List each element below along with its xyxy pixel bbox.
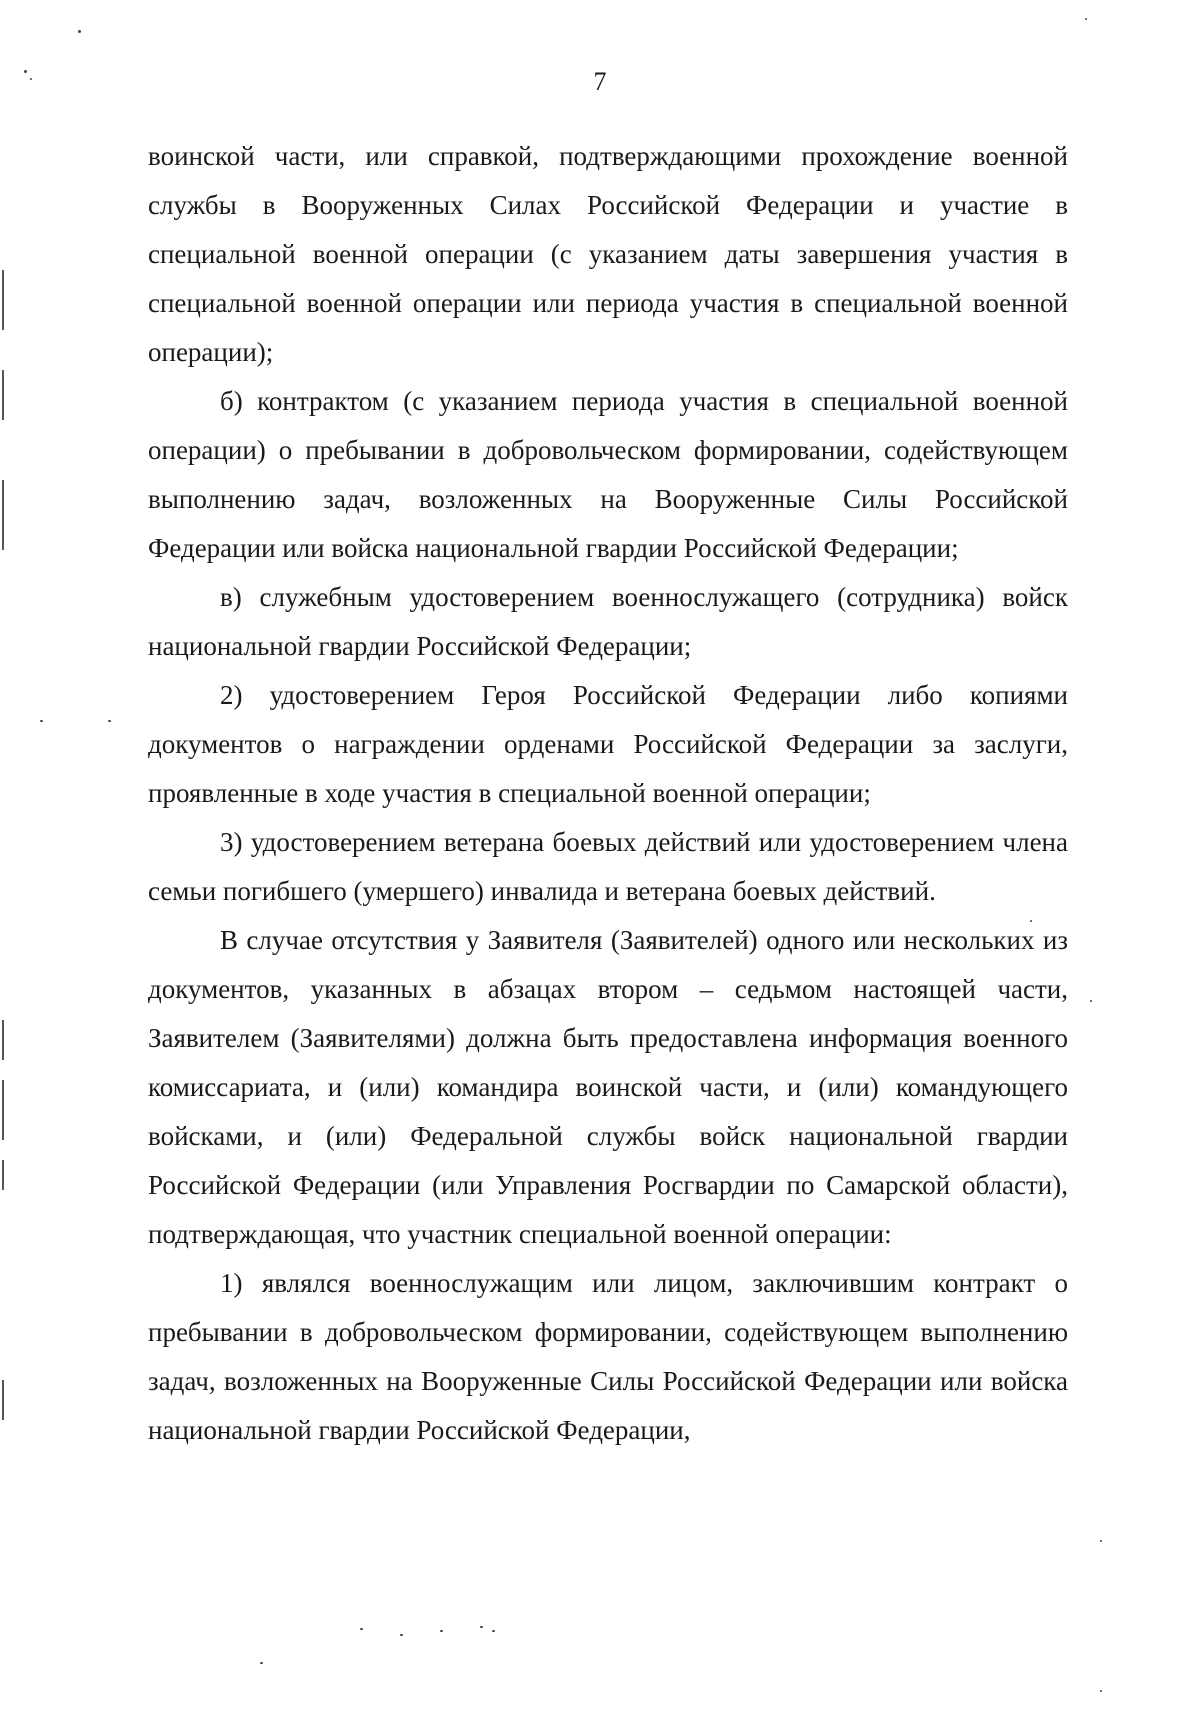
- scan-speck: [1030, 920, 1032, 922]
- scan-speck: [480, 1626, 483, 1628]
- scan-edge-mark: [2, 1160, 4, 1190]
- scan-speck: [30, 78, 32, 80]
- scan-speck: [108, 720, 111, 722]
- scan-speck: [440, 1630, 443, 1632]
- page-number: 7: [593, 67, 607, 96]
- paragraph-item-2: 2) удостоверением Героя Российской Федерации либо копиями документов о награждении орденами Российской Федерации за заслуги, проявленные в ходе участия в специальной военной операции;: [148, 680, 1068, 808]
- paragraph-item-1: 1) являлся военнослужащим или лицом, заключившим контракт о пребывании в добровольческом формировании, содействующем выполнению задач, возложенных на Вооруженные Силы Российской Федерации или войска национальной гвардии Российской Федерации,: [148, 1268, 1068, 1445]
- scan-speck: [1085, 18, 1087, 20]
- paragraph-absence-clause: В случае отсутствия у Заявителя (Заявителей) одного или нескольких из документов, указанных в абзацах втором – седьмом настоящей части, Заявителем (Заявителями) должна быть предоставлена информация военного комиссариата, и (или) командира воинской части, и (или) командующего войсками, и (или) Федеральной службы войск национальной гвардии Российской Федерации (или Управления Росгвардии по Самарской области), подтверждающая, что участник специальной военной операции:: [148, 925, 1068, 1249]
- scan-speck: [40, 720, 43, 722]
- paragraph-item-b: б) контрактом (с указанием периода участия в специальной военной операции) о пребывании в добровольческом формировании, содействующем выполнению задач, возложенных на Вооруженные Силы Российской Федерации или войска национальной гвардии Российской Федерации;: [148, 386, 1068, 563]
- scan-speck: [78, 30, 81, 33]
- scan-speck: [1100, 1540, 1102, 1542]
- scan-edge-mark: [2, 370, 4, 420]
- scan-edge-mark: [2, 1380, 4, 1420]
- scan-speck: [24, 70, 27, 73]
- scan-speck: [492, 1630, 495, 1632]
- scan-edge-mark: [2, 1080, 4, 1140]
- document-body: [148, 132, 1068, 1455]
- scan-edge-mark: [2, 480, 4, 550]
- paragraph-item-v: в) служебным удостоверением военнослужащего (сотрудника) войск национальной гвардии Российской Федерации;: [148, 582, 1068, 661]
- paragraph-item-3: 3) удостоверением ветерана боевых действий или удостоверением члена семьи погибшего (умершего) инвалида и ветерана боевых действий.: [148, 827, 1068, 906]
- scan-edge-mark: [2, 270, 4, 330]
- scan-speck: [1090, 1000, 1092, 1002]
- scan-edge-mark: [2, 1020, 4, 1060]
- paragraph-continuation: воинской части, или справкой, подтверждающими прохождение военной службы в Вооруженных Силах Российской Федерации и участие в специальной военной операции (с указанием даты завершения участия в специальной военной операции или периода участия в специальной военной операции);: [148, 141, 1068, 367]
- scan-speck: [1100, 1690, 1102, 1692]
- scan-speck: [260, 1662, 263, 1664]
- scan-speck: [360, 1628, 363, 1630]
- scan-speck: [400, 1634, 403, 1636]
